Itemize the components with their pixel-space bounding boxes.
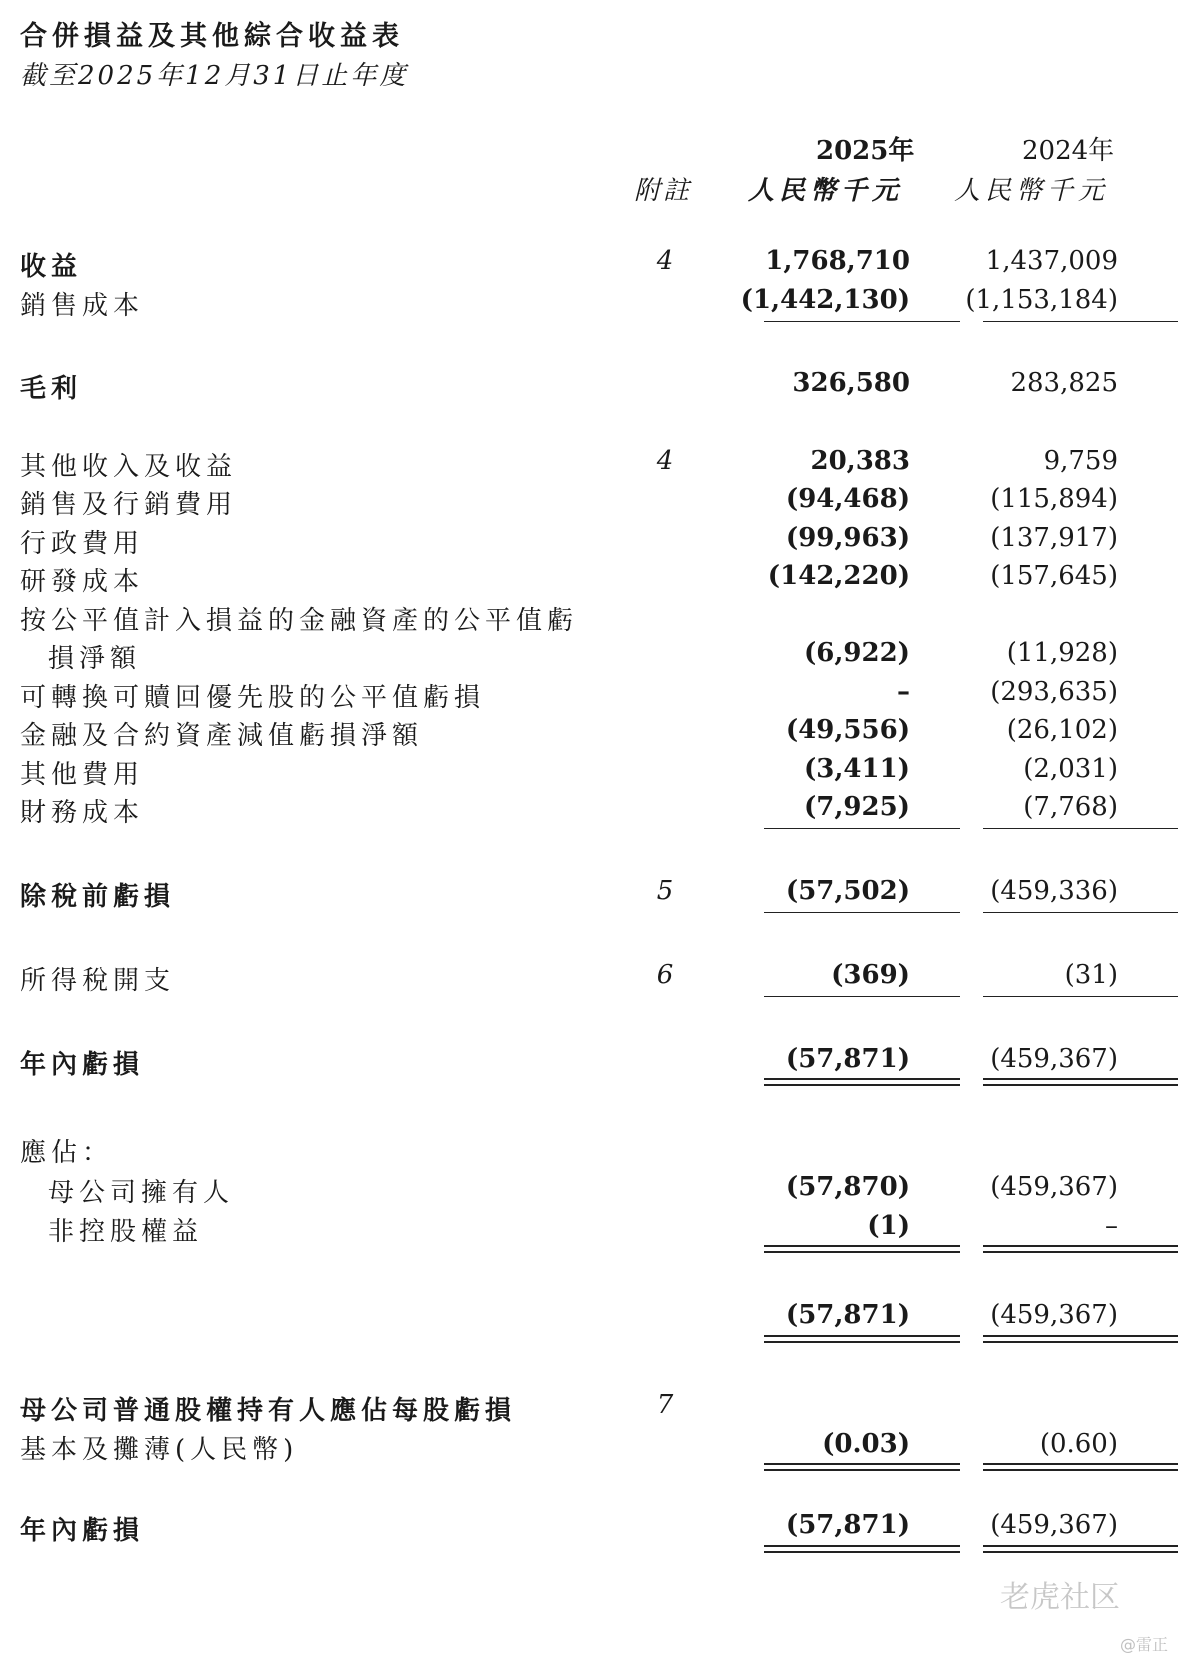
row-revenue <box>0 246 1202 284</box>
row-label: 應佔： <box>20 1138 114 1168</box>
double-rule <box>764 1335 960 1343</box>
row-label: 金融及合約資產減值虧損淨額 <box>20 721 424 751</box>
row-loss-per-share-heading <box>0 1390 1202 1428</box>
watermark-handle: @雷正 <box>1120 1635 1169 1654</box>
row-note: 6 <box>656 960 674 990</box>
header-year-2024: 2024年 <box>1022 136 1115 166</box>
row-label: 其他收入及收益 <box>20 452 238 482</box>
row-owners-of-parent <box>0 1172 1202 1210</box>
double-rule <box>764 1463 960 1471</box>
row-value-2024: (459,367) <box>990 1044 1118 1074</box>
row-value-2025: (3,411) <box>803 754 910 784</box>
row-attributable-to <box>0 1132 1202 1170</box>
rule <box>983 996 1178 997</box>
row-finance-costs <box>0 792 1202 830</box>
watermark-logo: 老虎社区 <box>1000 1580 1120 1615</box>
double-rule <box>764 1545 960 1553</box>
row-note: 4 <box>656 446 674 476</box>
row-label: 財務成本 <box>20 798 145 828</box>
row-value-2025: (57,871) <box>785 1510 910 1540</box>
row-label: 除稅前虧損 <box>20 882 176 912</box>
row-value-2024: (459,336) <box>990 876 1118 906</box>
row-value-2025: 20,383 <box>810 446 910 476</box>
row-label: 基本及攤薄(人民幣) <box>20 1435 299 1465</box>
row-note: 5 <box>656 876 674 906</box>
row-label: 毛利 <box>20 374 83 404</box>
row-loss-for-year-2 <box>0 1510 1202 1548</box>
row-label: 銷售及行銷費用 <box>20 490 238 520</box>
row-value-2025: (57,502) <box>785 876 910 906</box>
double-rule <box>983 1463 1178 1471</box>
row-value-2024: (31) <box>1064 960 1118 990</box>
row-value-2024: (0.60) <box>1039 1429 1118 1459</box>
row-note: 7 <box>656 1390 674 1420</box>
row-value-2024: (459,367) <box>990 1300 1118 1330</box>
row-other-expenses <box>0 754 1202 792</box>
rule <box>764 912 960 913</box>
row-label: 母公司普通股權持有人應佔每股虧損 <box>20 1396 517 1426</box>
row-value-2025: (99,963) <box>785 523 910 553</box>
row-value-2024: (115,894) <box>990 484 1118 514</box>
row-cost-of-sales <box>0 285 1202 323</box>
row-value-2025: (6,922) <box>803 638 910 668</box>
row-value-2024: (293,635) <box>990 677 1118 707</box>
row-value-2024: (137,917) <box>990 523 1118 553</box>
double-rule <box>983 1245 1178 1253</box>
row-value-2025: – <box>897 677 910 707</box>
row-label: 所得稅開支 <box>20 966 176 996</box>
row-value-2025: (94,468) <box>785 484 910 514</box>
double-rule <box>983 1078 1178 1086</box>
row-value-2025: (7,925) <box>803 792 910 822</box>
row-value-2024: (7,768) <box>1023 792 1118 822</box>
row-non-controlling-interests <box>0 1211 1202 1249</box>
rule <box>764 828 960 829</box>
header-note: 附註 <box>634 176 693 206</box>
rule <box>764 321 960 322</box>
double-rule <box>764 1078 960 1086</box>
row-label: 非控股權益 <box>48 1217 204 1247</box>
row-loss-before-tax <box>0 876 1202 914</box>
statement-title: 合併損益及其他綜合收益表 <box>20 21 404 52</box>
row-value-2024: (157,645) <box>990 561 1118 591</box>
header-year-2025: 2025年 <box>816 136 915 166</box>
header-unit-2025: 人民幣千元 <box>748 176 904 206</box>
row-note: 4 <box>656 246 674 276</box>
row-income-tax <box>0 960 1202 998</box>
rule <box>983 912 1178 913</box>
row-value-2025: (1) <box>867 1211 910 1241</box>
row-value-2025: (57,871) <box>785 1044 910 1074</box>
statement-period: 截至2025年12月31日止年度 <box>20 61 409 91</box>
row-fvtpl-loss-line1 <box>0 600 1202 638</box>
row-value-2025: (57,871) <box>785 1300 910 1330</box>
row-selling-expenses <box>0 484 1202 522</box>
row-label: 其他費用 <box>20 760 145 790</box>
row-value-2025: 1,768,710 <box>765 246 910 276</box>
row-attributable-total <box>0 1300 1202 1338</box>
double-rule <box>764 1245 960 1253</box>
row-value-2025: (369) <box>831 960 910 990</box>
row-rnd-costs <box>0 561 1202 599</box>
row-value-2024: 1,437,009 <box>985 246 1118 276</box>
row-value-2024: (459,367) <box>990 1172 1118 1202</box>
row-value-2025: (0.03) <box>822 1429 910 1459</box>
row-label: 年內虧損 <box>20 1050 145 1080</box>
row-admin-expenses <box>0 523 1202 561</box>
row-value-2025: (1,442,130) <box>740 285 910 315</box>
row-preferred-shares-loss <box>0 677 1202 715</box>
row-other-income <box>0 446 1202 484</box>
rule <box>983 321 1178 322</box>
row-value-2024: (459,367) <box>990 1510 1118 1540</box>
row-value-2024: (11,928) <box>1006 638 1118 668</box>
row-label: 母公司擁有人 <box>48 1178 235 1208</box>
row-value-2025: (142,220) <box>767 561 910 591</box>
row-value-2024: – <box>1105 1211 1118 1241</box>
row-basic-diluted <box>0 1429 1202 1467</box>
row-value-2025: (57,870) <box>785 1172 910 1202</box>
row-value-2024: (2,031) <box>1023 754 1118 784</box>
rule <box>983 828 1178 829</box>
row-value-2024: (26,102) <box>1006 715 1118 745</box>
row-label: 研發成本 <box>20 567 145 597</box>
row-label: 按公平值計入損益的金融資產的公平值虧 <box>20 606 579 636</box>
row-fvtpl-loss-line2 <box>0 638 1202 676</box>
row-label: 年內虧損 <box>20 1516 145 1546</box>
row-value-2025: 326,580 <box>792 368 910 398</box>
rule <box>764 996 960 997</box>
row-label: 損淨額 <box>48 644 142 674</box>
row-label: 銷售成本 <box>20 291 145 321</box>
row-label: 收益 <box>20 252 83 282</box>
row-gross-profit <box>0 368 1202 406</box>
row-impairment-losses <box>0 715 1202 753</box>
double-rule <box>983 1335 1178 1343</box>
row-loss-for-year <box>0 1044 1202 1082</box>
row-value-2024: (1,153,184) <box>965 285 1118 315</box>
row-label: 可轉換可贖回優先股的公平值虧損 <box>20 683 486 713</box>
row-value-2024: 283,825 <box>1010 368 1118 398</box>
double-rule <box>983 1545 1178 1553</box>
header-unit-2024: 人民幣千元 <box>954 176 1110 206</box>
row-value-2025: (49,556) <box>785 715 910 745</box>
row-value-2024: 9,759 <box>1043 446 1118 476</box>
row-label: 行政費用 <box>20 529 145 559</box>
